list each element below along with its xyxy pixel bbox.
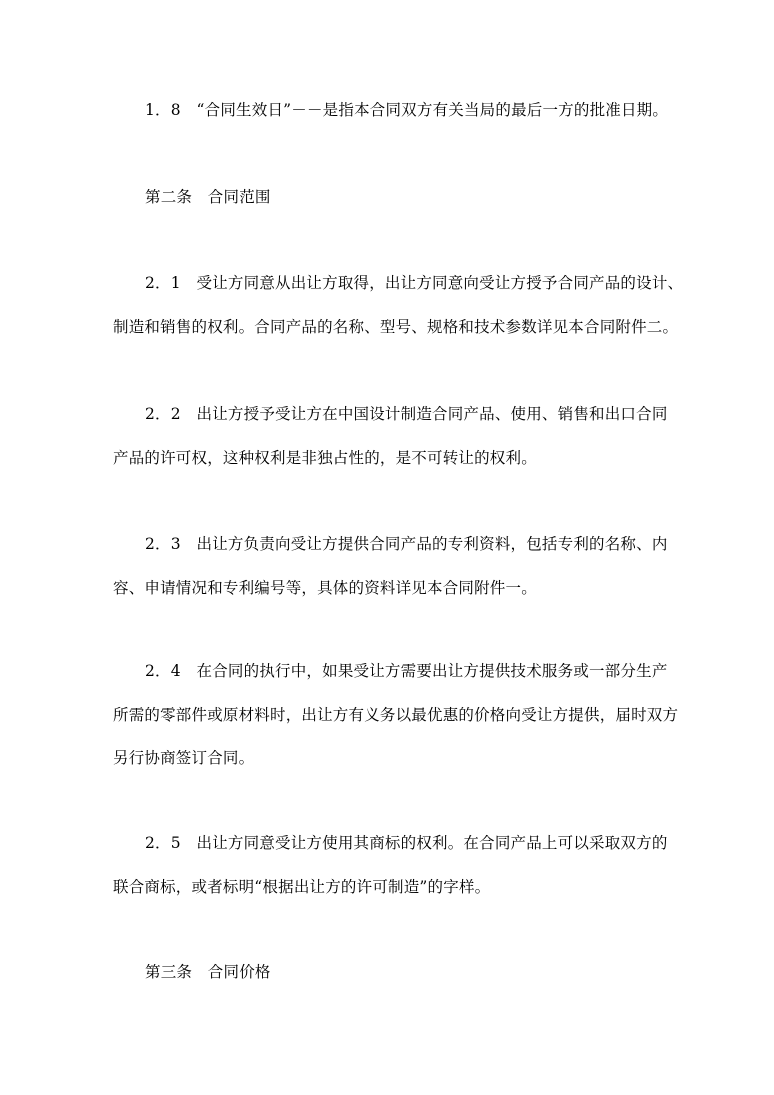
clause-2-4-line-1: 2．4 在合同的执行中，如果受让方需要出让方提供技术服务或一部分生产 xyxy=(145,662,668,680)
clause-2-5-line-2: 联合商标，或者标明“根据出让方的许可制造”的字样。 xyxy=(113,878,491,896)
clause-2-2-line-2: 产品的许可权，这种权利是非独占性的，是不可转让的权利。 xyxy=(113,449,537,467)
clause-1-8-line-1: 1．8 “合同生效日”－－是指本合同双方有关当局的最后一方的批准日期。 xyxy=(145,101,669,119)
clause-2-3-line-2: 容、申请情况和专利编号等，具体的资料详见本合同附件一。 xyxy=(113,579,537,597)
clause-2-4-line-3: 另行协商签订合同。 xyxy=(113,749,255,767)
article-2-heading: 第二条 合同范围 xyxy=(145,188,271,206)
article-3-heading: 第三条 合同价格 xyxy=(145,963,271,981)
clause-2-1-line-2: 制造和销售的权利。合同产品的名称、型号、规格和技术参数详见本合同附件二。 xyxy=(113,318,679,336)
clause-2-2-line-1: 2．2 出让方授予受让方在中国设计制造合同产品、使用、销售和出口合同 xyxy=(145,405,668,423)
clause-2-1-line-1: 2．1 受让方同意从出让方取得，出让方同意向受让方授予合同产品的设计、 xyxy=(145,274,684,292)
clause-2-4-line-2: 所需的零部件或原材料时，出让方有义务以最优惠的价格向受让方提供，届时双方 xyxy=(113,706,679,724)
clause-2-3-line-1: 2．3 出让方负责向受让方提供合同产品的专利资料，包括专利的名称、内 xyxy=(145,535,668,553)
clause-2-5-line-1: 2．5 出让方同意受让方使用其商标的权利。在合同产品上可以采取双方的 xyxy=(145,834,668,852)
